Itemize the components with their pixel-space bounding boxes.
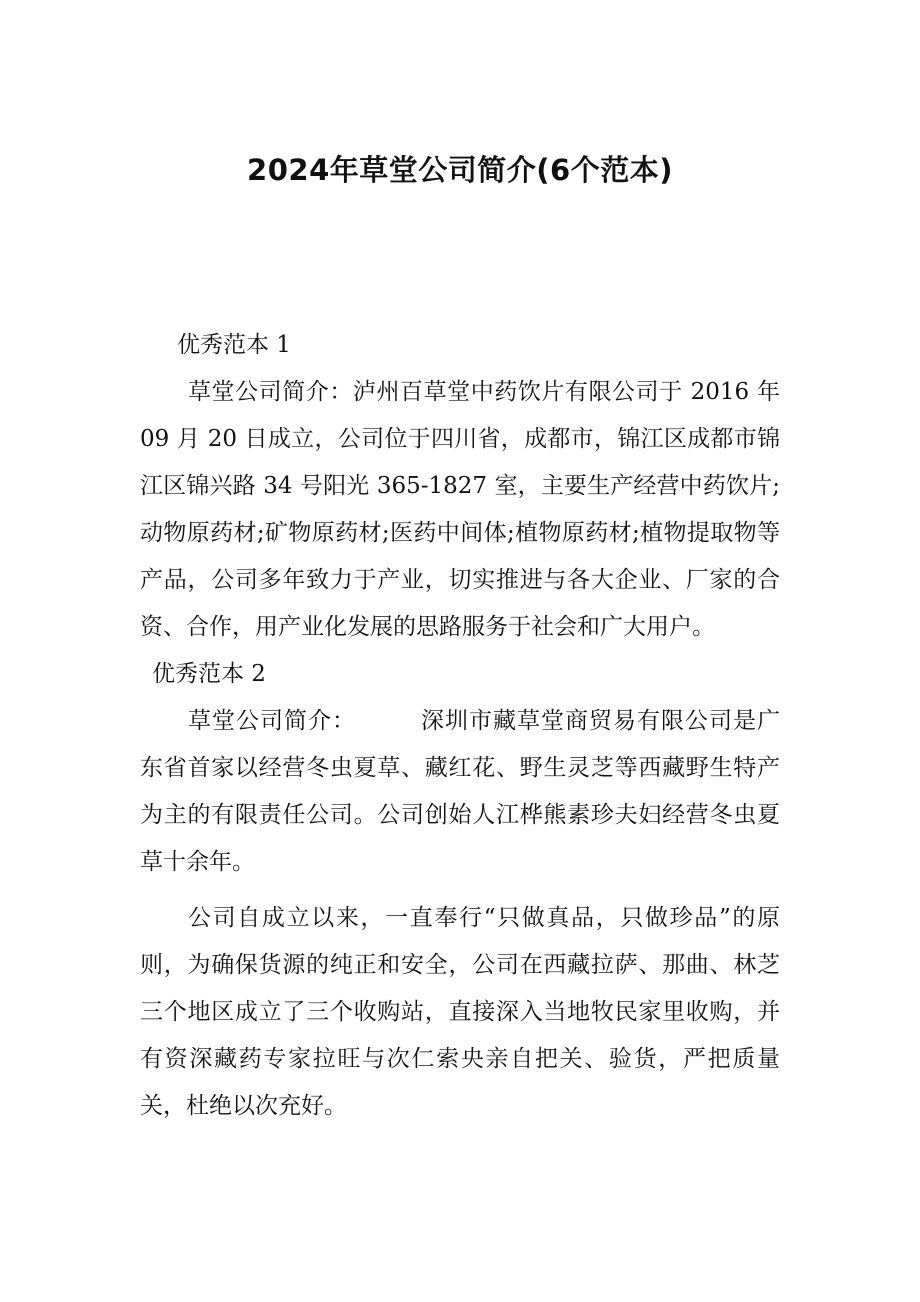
paragraph: 公司自成立以来，一直奉行“只做真品，只做珍品”的原则，为确保货源的纯正和安全，公司在西藏拉萨、那曲、林芝三个地区成立了三个收购站，直接深入当地牧民家里收购，并有资深藏药专家拉旺与次仁索央亲自把关、验货，严把质量关，杜绝以次充好。: [140, 905, 780, 1119]
paragraph: [140, 698, 780, 886]
section-heading: 优秀范本 2: [152, 661, 266, 687]
document-title: 2024年草堂公司简介(6个范本): [247, 153, 673, 187]
intro-label: 草堂公司简介：: [188, 708, 356, 734]
section-sample-1: [140, 322, 780, 651]
section-heading: 优秀范本 1: [177, 332, 291, 358]
section-sample-2: [140, 651, 780, 1130]
document-body: [140, 322, 780, 1130]
paragraph: 草堂公司简介：泸州百草堂中药饮片有限公司于 2016 年 09 月 20 日成立，公司位于四川省，成都市，锦江区成都市锦江区锦兴路 34 号阳光 365-1827 室，主要生产经营中药饮片;动物原药材;矿物原药材;医药中间体;植物原药材;植物提取物等产品，公司多年致力于产业，切实推进与各大企业、厂家的合资、合作，用产业化发展的思路服务于社会和广大用户。: [140, 379, 780, 640]
intro-text: 深圳市藏草堂商贸易有限公司是广东省首家以经营冬虫夏草、藏红花、野生灵芝等西藏野生特产为主的有限责任公司。公司创始人江桦熊素珍夫妇经营冬虫夏草十余年。: [140, 708, 780, 875]
